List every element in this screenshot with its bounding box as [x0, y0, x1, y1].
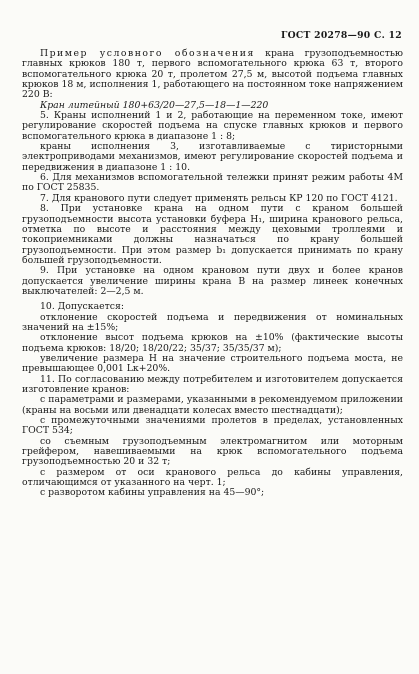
clause-5-cont: краны исполнения 3, изготавливаемые с тиристорными электроприводами механизмов, имеют регулирование скоростей подъема и передвижения в диапазоне 1 : 10. [22, 141, 403, 173]
designation-example-formula: Кран литейный 180+63/20—27,5—18—1—220 [40, 99, 269, 111]
clause-10-size-h: увеличение размера H на значение строительного подъема моста, не превышающее 0,001 Lк+20%. [22, 352, 403, 375]
clause-11-magnet: со съемным грузоподъемным электромагнитом или моторным грейфером, навешиваемыми на крюк вспомогательного подъема грузоподъемностью 20 и 32 т; [22, 435, 403, 468]
page-header: ГОСТ 20278—90 С. 12 [280, 30, 402, 41]
clause-10-height: отклонение высот подъема крюков на ±10% (фактические высоты подъема крюков: 18/20; 18/20/22; 35/37; 35/35/37 м); [22, 332, 403, 354]
designation-example-lead: Пример условного обозначения [40, 48, 255, 59]
clause-11: 11. По согласованию между потребителем и изготовителем допускается изготовление кранов: [22, 373, 403, 395]
clause-10-speed: отклонение скоростей подъема и передвижения от номинальных значений на ±15%; [22, 311, 403, 333]
designation-example-paragraph [22, 49, 403, 101]
clause-11-cabin-rotation: с разворотом кабины управления на 45—90°; [40, 487, 265, 499]
clause-9: 9. При установке на одном крановом пути двух и более кранов допускается увеличение ширины крана B на размер линеек конечных выключателей: 2—2,5 м. [22, 265, 403, 297]
clause-11-spans: с промежуточными значениями пролетов в пределах, установленных ГОСТ 534; [22, 415, 403, 437]
clause-6: 6. Для механизмов вспомогательной тележки принят режим работы 4М по ГОСТ 25835. [22, 172, 403, 194]
clause-11-params: с параметрами и размерами, указанными в рекомендуемом приложении (краны на восьми или двенадцати колесах вместо шестнадцати); [22, 394, 403, 416]
clause-10: 10. Допускается: [40, 301, 124, 313]
clause-5: 5. Краны исполнений 1 и 2, работающие на переменном токе, имеют регулирование скоростей подъема на спуске главных крюков и первого вспомогательного крюка в диапазоне 1 : 8; [22, 110, 403, 142]
body-text [22, 49, 403, 499]
clause-11-cabin-distance: с размером от оси кранового рельса до кабины управления, отличающимся от указанного на черт. 1; [22, 466, 403, 489]
clause-8: 8. При установке крана на одном пути с краном большей грузоподъемности высота установки буфера H₁, ширина кранового рельса, отметка по высоте и расстояния между цеховыми троллеями и токоприемниками должны назначаться по крану большей грузоподъемности. При этом размер b₁ допускается принимать по крану большей грузоподъемности. [22, 203, 403, 266]
clause-7: 7. Для кранового пути следует применять рельсы КР 120 по ГОСТ 4121. [40, 192, 398, 204]
designation-example-text: крана грузоподъемностью главных крюков 180 т, первого вспомогательного крюка 63 т, второго вспомогательного крюка 20 т, пролетом 27,5 м, высотой подъема главных крюков 18 м, исполнения 1, работающего на постоянном токе напряжением 220 В: [22, 48, 403, 101]
